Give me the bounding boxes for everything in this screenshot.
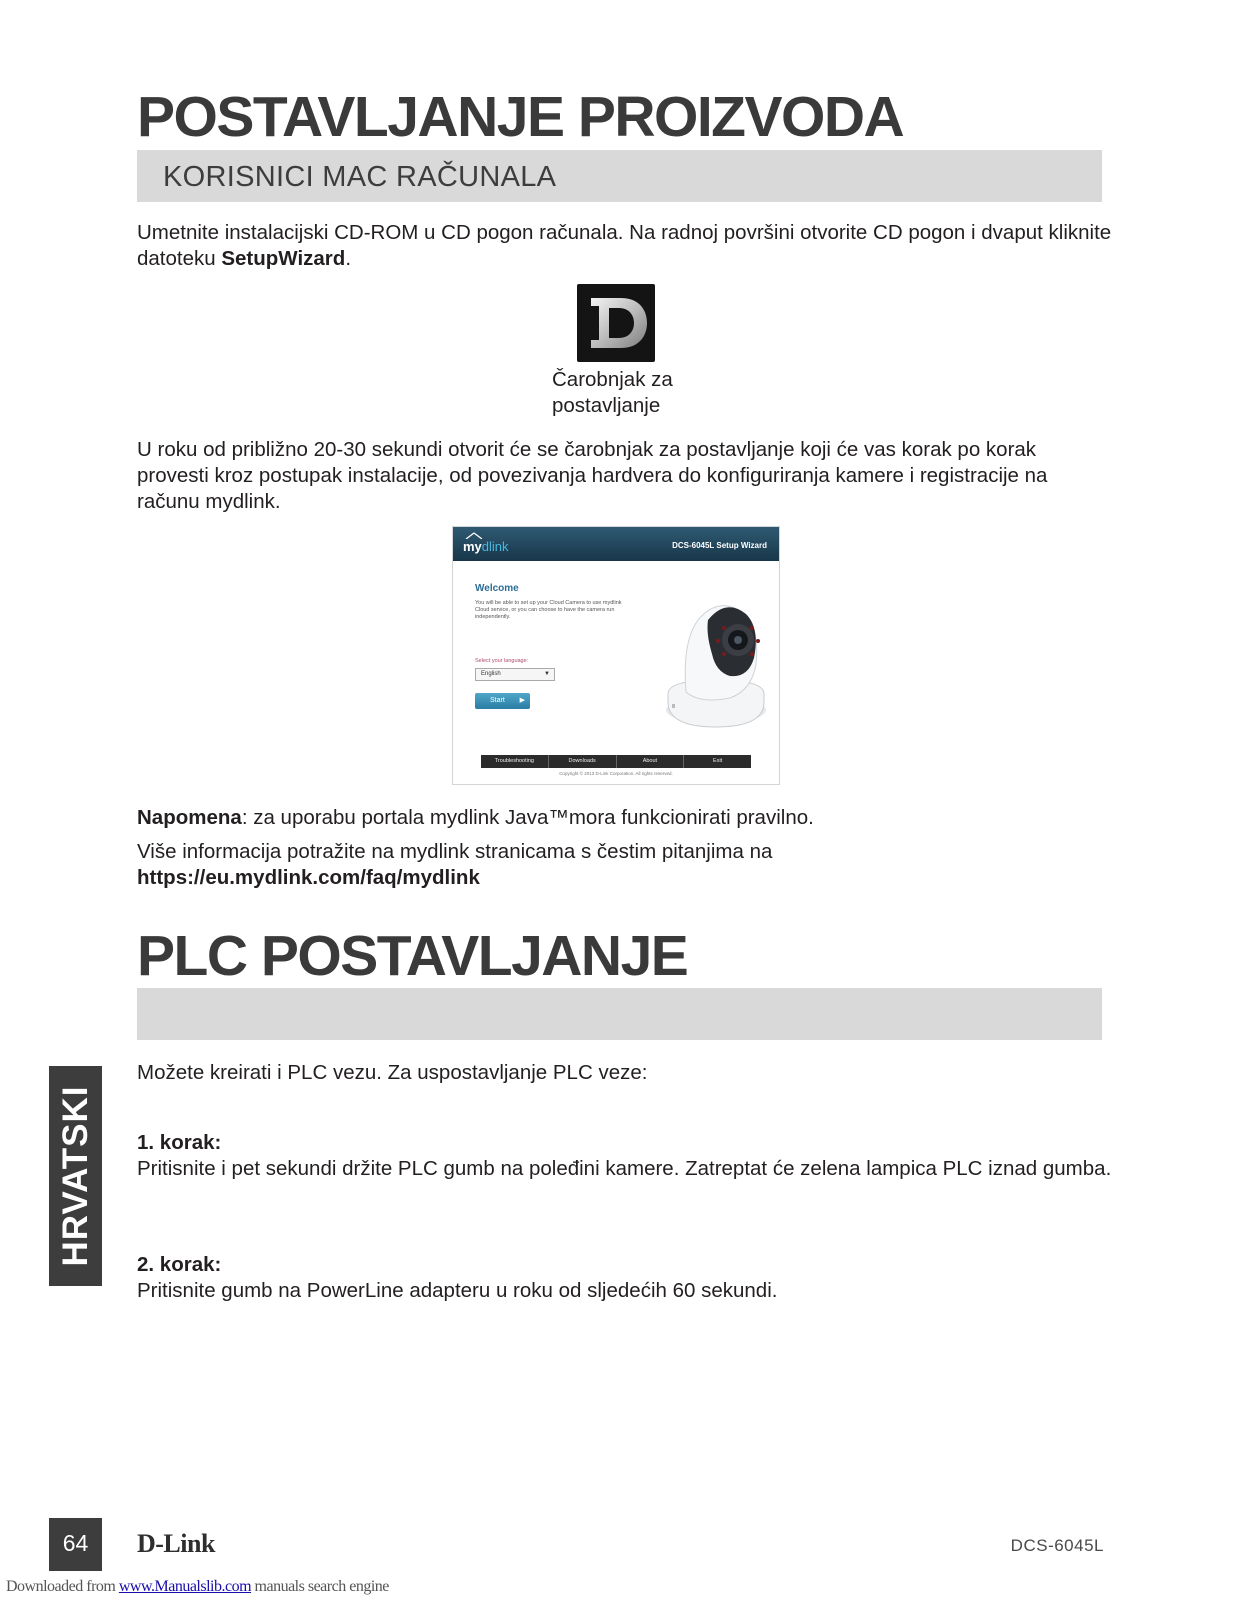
nav-about[interactable]: About [617, 755, 685, 768]
setup-wizard-screenshot [452, 526, 780, 785]
download-prefix: Downloaded from [6, 1578, 119, 1595]
model-number: DCS-6045L [1010, 1536, 1104, 1555]
nav-troubleshooting[interactable]: Troubleshooting [481, 755, 549, 768]
wizard-welcome-text: You will be able to set up your Cloud Camera to use mydlink Cloud service, or you can choose to have the camera run independently. [475, 600, 622, 620]
plc-intro: Možete kreirati i PLC vezu. Za uspostavljanje PLC veze: [137, 1061, 648, 1084]
plc-subtitle-bar [137, 988, 1102, 1040]
wizard-label-line2: postavljanje [552, 394, 661, 417]
note-label: Napomena [137, 806, 242, 829]
page-title: POSTAVLJANJE PROIZVODA [137, 85, 904, 149]
nav-downloads[interactable]: Downloads [549, 755, 617, 768]
dlink-logo: D-Link [137, 1529, 215, 1558]
wizard-welcome: Welcome [475, 583, 519, 594]
wizard-icon-label [552, 367, 673, 419]
more-info-paragraph [137, 839, 1112, 891]
step2 [137, 1252, 1112, 1304]
wizard-label-line1: Čarobnjak za [552, 368, 673, 391]
manualslib-link[interactable]: www.Manualslib.com [118, 1578, 252, 1595]
language-label: Select your language: [475, 658, 529, 664]
wizard-description-paragraph: U roku od približno 20-30 sekundi otvorit će se čarobnjak za postavljanje koji će vas korak po korak provesti kroz postupak instalacije, od povezivanja hardvera do konfiguriranja kamere i registracije na računu mydlink. [137, 438, 1048, 513]
camera-image [638, 582, 768, 732]
more-info-text: Više informacija potražite na mydlink stranicama s čestim pitanjima na [137, 840, 773, 863]
language-select[interactable] [475, 668, 555, 681]
page-number-box [49, 1518, 102, 1571]
step2-label: 2. korak: [137, 1253, 222, 1276]
start-label: Start [490, 697, 505, 704]
download-credit [6, 1578, 389, 1596]
wizard-nav-bar [481, 755, 751, 768]
plc-section-title: PLC POSTAVLJANJE [137, 924, 688, 988]
section-subtitle-bar [137, 150, 1102, 202]
step1-label: 1. korak: [137, 1131, 222, 1154]
section-subtitle: KORISNICI MAC RAČUNALA [163, 161, 557, 193]
wizard-title: DCS-6045L Setup Wizard [672, 541, 767, 550]
download-suffix: manuals search engine [251, 1578, 389, 1595]
step2-text: Pritisnite gumb na PowerLine adapteru u roku od sljedećih 60 sekundi. [137, 1279, 778, 1302]
step1 [137, 1130, 1112, 1182]
note-paragraph [137, 805, 1112, 831]
intro-text-end: . [345, 247, 352, 270]
intro-text: Umetnite instalacijski CD-ROM u CD pogon računala. Na radnoj površini otvorite CD pogon i dvaput kliknite datoteku [137, 221, 1112, 270]
faq-link[interactable]: https://eu.mydlink.com/faq/mydlink [137, 866, 480, 889]
language-tab-label: HRVATSKI [55, 1085, 95, 1267]
start-button[interactable] [475, 693, 530, 709]
language-side-tab [49, 1066, 102, 1286]
note-text: : za uporabu portala mydlink Java™mora funkcionirati pravilno. [241, 806, 814, 829]
play-arrow-icon: ▶ [519, 697, 525, 704]
mydlink-logo: mydlink [463, 539, 509, 554]
dlink-d-icon [577, 284, 655, 362]
mydlink-roof-icon [465, 532, 483, 539]
page-number: 64 [62, 1530, 89, 1556]
nav-exit[interactable]: Exit [713, 758, 723, 764]
setup-wizard-filename: SetupWizard [221, 247, 346, 270]
wizard-header [453, 527, 779, 561]
step1-text: Pritisnite i pet sekundi držite PLC gumb na poleđini kamere. Zatreptat će zelena lampica PLC iznad gumba. [137, 1157, 1112, 1180]
wizard-copyright: Copyright © 2013 D-Link Corporation. All rights reserved. [559, 771, 673, 776]
intro-paragraph [137, 220, 1112, 272]
language-value: English [481, 671, 501, 677]
chevron-down-icon: ▼ [544, 671, 550, 677]
